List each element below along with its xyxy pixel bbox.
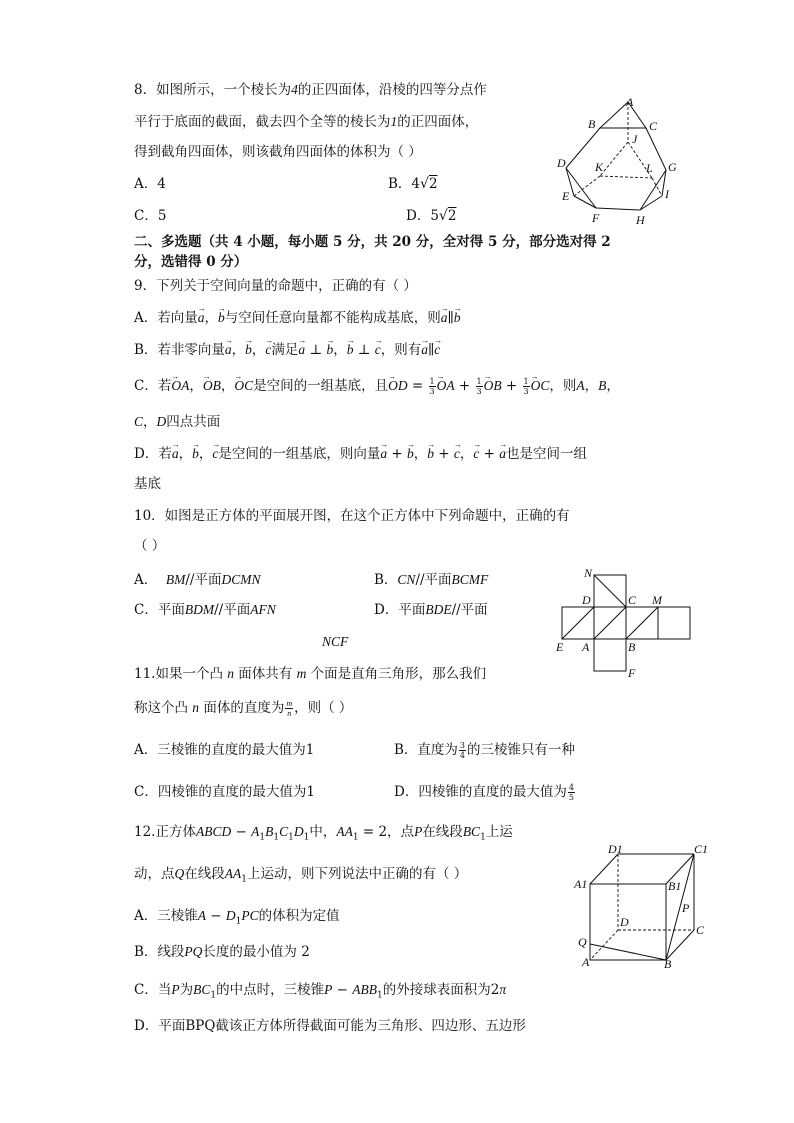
q9-stem: 9．下列关于空间向量的命题中，正确的有（ ） [134,278,417,294]
q12-stem-line1: 12.正方体ABCD − $A_1B_1C_1D_1$中，$AA_1 = 2$，点P在线段$BC_1$上运 [134,824,513,843]
fig8-label-d: D [557,156,566,170]
q10-option-d-line1: D．平面BDE//平面 [374,602,488,618]
cube-label-a: A [582,955,590,969]
q10-stem-line2: （ ） [134,538,166,554]
q10-option-d-line2: NCF [322,634,349,649]
q8-option-d: D．5√2 [406,208,457,224]
fig8-label-a: A [626,95,634,109]
q11-stem-line1: 11.如果一个凸 n 面体共有 m 个面是直角三角形，那么我们 [134,666,487,682]
q11-option-a: A．三棱锥的直度的最大值为1 [134,742,315,758]
fig8-label-e: E [562,189,570,203]
q12-stem-line2: 动，点Q在线段$AA_1$上运动，则下列说法中正确的有（ ） [134,866,468,885]
q12-option-c: C．当P为$BC_1$的中点时，三棱锥$P - ABB_1$的外接球表面积为2π [134,982,507,1001]
net-label-b: B [628,640,636,654]
cube-label-c: C [696,923,705,937]
net-label-c: C [628,593,637,607]
q10-option-b: B．CN//平面BCMF [374,572,489,588]
q8-option-c: C．5 [134,208,167,224]
fig8-label-b: B [588,117,596,131]
cube-label-b1: B1 [668,879,682,893]
cube-net-figure [548,565,698,680]
fig8-label-f: F [592,211,600,225]
q9-option-c-line2: C，D四点共面 [134,414,221,430]
q10-stem-line1: 10．如图是正方体的平面展开图，在这个正方体中下列命题中，正确的有 [134,508,570,524]
cube-label-a1: A1 [574,877,588,891]
q10-option-a: A． BM//平面DCMN [134,572,261,588]
net-label-a: A [582,640,590,654]
q12-option-a: A．三棱锥$A - D_1PC$的体积为定值 [134,908,340,927]
cube-label-b: B [664,957,672,970]
fig8-label-k: K [595,160,604,174]
net-label-n: N [584,566,593,580]
q11-option-c: C．四棱锥的直度的最大值为1 [134,784,315,800]
cube-label-p: P [682,901,690,915]
net-label-d: D [582,593,591,607]
cube-label-q: Q [578,935,587,949]
fig8-label-c: C [649,119,658,133]
cube-figure [570,840,710,970]
net-label-m: M [652,593,662,607]
q9-option-c-line1: C．若→ OA，→ OB，→ OC是空间的一组基底，且→ OD = $\frac{1}{3}$ → OA + $\frac{1}{3}$ → OB + $\frac{1}{3}$ → OC，则A，B， [134,376,620,396]
q11-option-b: B．直度为 $\frac{3}{4}$ 的三棱锥只有一种 [394,741,576,760]
q8-stem-line2: 平行于底面的截面，截去四个全等的棱长为1的正四面体， [134,114,479,130]
cube-label-c1: C1 [694,842,709,856]
q8-option-b: B．4√2 [388,176,438,192]
fig8-label-l: L [646,161,653,175]
fig8-label-g: G [668,160,677,174]
fig8-label-j: J [632,132,638,146]
q9-option-d-line1: D．若→ a，→ b，→ c是空间的一组基底，则向量→ a + → b，→ b + → c，→ c + → a也是空间一组 [134,444,587,464]
q9-option-b: B．若非零向量→ a，→ b，→ c满足→ a ⊥ → b，→ b ⊥ → c，则有→ a∥→ c [134,340,440,360]
fig8-label-h: H [636,213,645,227]
q9-option-a: A．若向量→ a，→ b与空间任意向量都不能构成基底，则→ a∥→ b [134,308,461,328]
q9-option-d-line2: 基底 [134,476,161,492]
q8-stem-line1: 8．如图所示，一个棱长为4的正四面体，沿棱的四等分点作 [134,82,487,98]
q11-stem-line2: 称这个凸 n 面体的直度为 $\frac{m}{n}$ ，则（ ） [134,699,353,718]
cube-label-d: D [620,915,629,929]
fig8-label-i: I [665,187,669,201]
section2-heading-line2: 分，选错得 0 分） [134,254,248,270]
section2-heading-line1: 二、多选题（共 4 小题，每小题 5 分，共 20 分，全对得 5 分，部分选对得 2 [134,234,611,250]
q12-option-d: D．平面BPQ截该正方体所得截面可能为三角形、四边形、五边形 [134,1018,526,1034]
net-label-e: E [556,640,564,654]
q12-option-b: B．线段PQ长度的最小值为 2 [134,944,310,960]
q10-option-c: C．平面BDM//平面AFN [134,602,276,618]
q8-stem-line3: 得到截角四面体，则该截角四面体的体积为（ ） [134,144,422,160]
q8-option-a: A．4 [134,176,166,192]
truncated-tetrahedron-figure [548,92,688,232]
q11-option-d: D．四棱锥的直度的最大值为 $\frac{4}{5}$ [394,783,574,802]
cube-label-d1: D1 [608,842,623,856]
net-label-f: F [628,666,636,680]
